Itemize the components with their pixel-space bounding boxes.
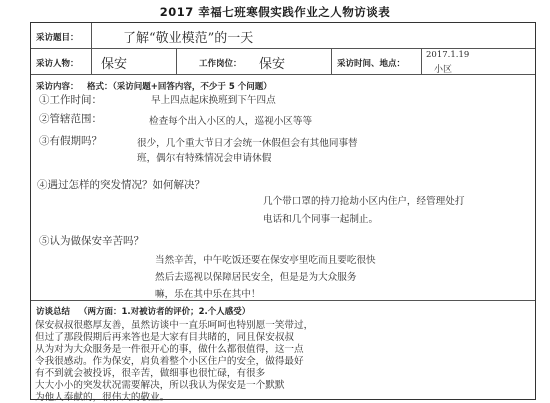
- person-value: 保安: [101, 57, 128, 72]
- summary-section: [31, 301, 535, 401]
- divider: [176, 49, 177, 74]
- position-value: 保安: [259, 57, 286, 72]
- place-value: 小区: [434, 65, 453, 75]
- date-value: 2017.1.19: [426, 50, 470, 60]
- summary-line-7: 为他人奉献的，很伟大的敬业。: [35, 392, 170, 403]
- summary-note: （两方面：1.对被访者的评价；2.个人感受）: [79, 307, 251, 317]
- sheet-title: 2017 幸福七班寒假实践作业之人物访谈表: [159, 5, 391, 19]
- answer-2-line-1: 检查每个出入小区的人，巡视小区等等: [149, 116, 313, 127]
- position-label: 工作岗位：: [199, 59, 242, 69]
- question-1: ①工作时间：: [39, 94, 102, 106]
- answer-3-line-1: 很少，几个重大节日才会统一休假但会有其他同事替: [137, 138, 358, 149]
- answer-5-line-3: 嘛，乐在其中乐在其中！: [155, 289, 261, 300]
- summary-label: 访谈总结: [36, 307, 71, 317]
- person-label: 采访人物：: [36, 59, 79, 69]
- question-3: ③有假期吗？: [39, 135, 102, 147]
- time-place-label: 采访时间、地点：: [337, 59, 406, 69]
- answer-3-line-2: 班，偶尔有特殊情况会申请休假: [137, 153, 272, 164]
- divider: [91, 49, 92, 74]
- answer-5-line-1: 当然辛苦，中午吃饭还要在保安亭里吃而且要吃很快: [155, 255, 376, 266]
- question-4: ④遇过怎样的突发情况？如何解决？: [37, 179, 205, 191]
- content-label: 采访内容：: [36, 82, 79, 92]
- topic-label: 采访题目：: [36, 33, 79, 43]
- answer-4-line-1: 几个带口罩的持刀抢劫小区内住户，经管理处打: [263, 196, 465, 207]
- topic-row: [31, 23, 535, 49]
- summary-line-1: 保安叔叔很憨厚友善，虽然访谈中一直乐呵呵也特别愿一笑带过，: [35, 320, 314, 331]
- question-2: ②管辖范围：: [39, 113, 102, 125]
- answer-1-line-1: 早上四点起床换班到下午四点: [151, 95, 276, 106]
- divider: [91, 23, 92, 48]
- divider: [331, 49, 332, 74]
- summary-line-5: 有不到就会被投诉，很辛苦，做细事也很忙碌，有很多: [35, 368, 266, 379]
- answer-4-line-2: 电话和几个同事一起制止。: [263, 214, 379, 225]
- content-format-note: 格式：（采访问题+回答内容，不少于 5 个问题）: [87, 82, 272, 92]
- summary-line-6: 大大小小的突发状况需要解决，所以我认为保安是一个默默: [35, 380, 285, 391]
- answer-5-line-2: 然后去巡视以保障居民安全，但是是为大众服务: [155, 272, 357, 283]
- question-5: ⑤认为做保安辛苦吗？: [39, 235, 144, 247]
- person-row: [31, 49, 535, 75]
- topic-value: 了解“敬业模范”的一天: [123, 31, 254, 46]
- summary-line-4: 令我很感动。作为保安，肩负着整个小区住户的安全，做得最好: [35, 356, 304, 367]
- summary-line-2: 但过了那段假期后再来答也是大家有目共睹的，同且保安叔叔: [35, 332, 295, 343]
- divider: [421, 49, 422, 74]
- content-section: [31, 75, 535, 301]
- interview-form: [30, 22, 536, 403]
- summary-line-3: 从为对为大众服务是一件很开心的事，做什么都很值得，这一点: [35, 344, 304, 355]
